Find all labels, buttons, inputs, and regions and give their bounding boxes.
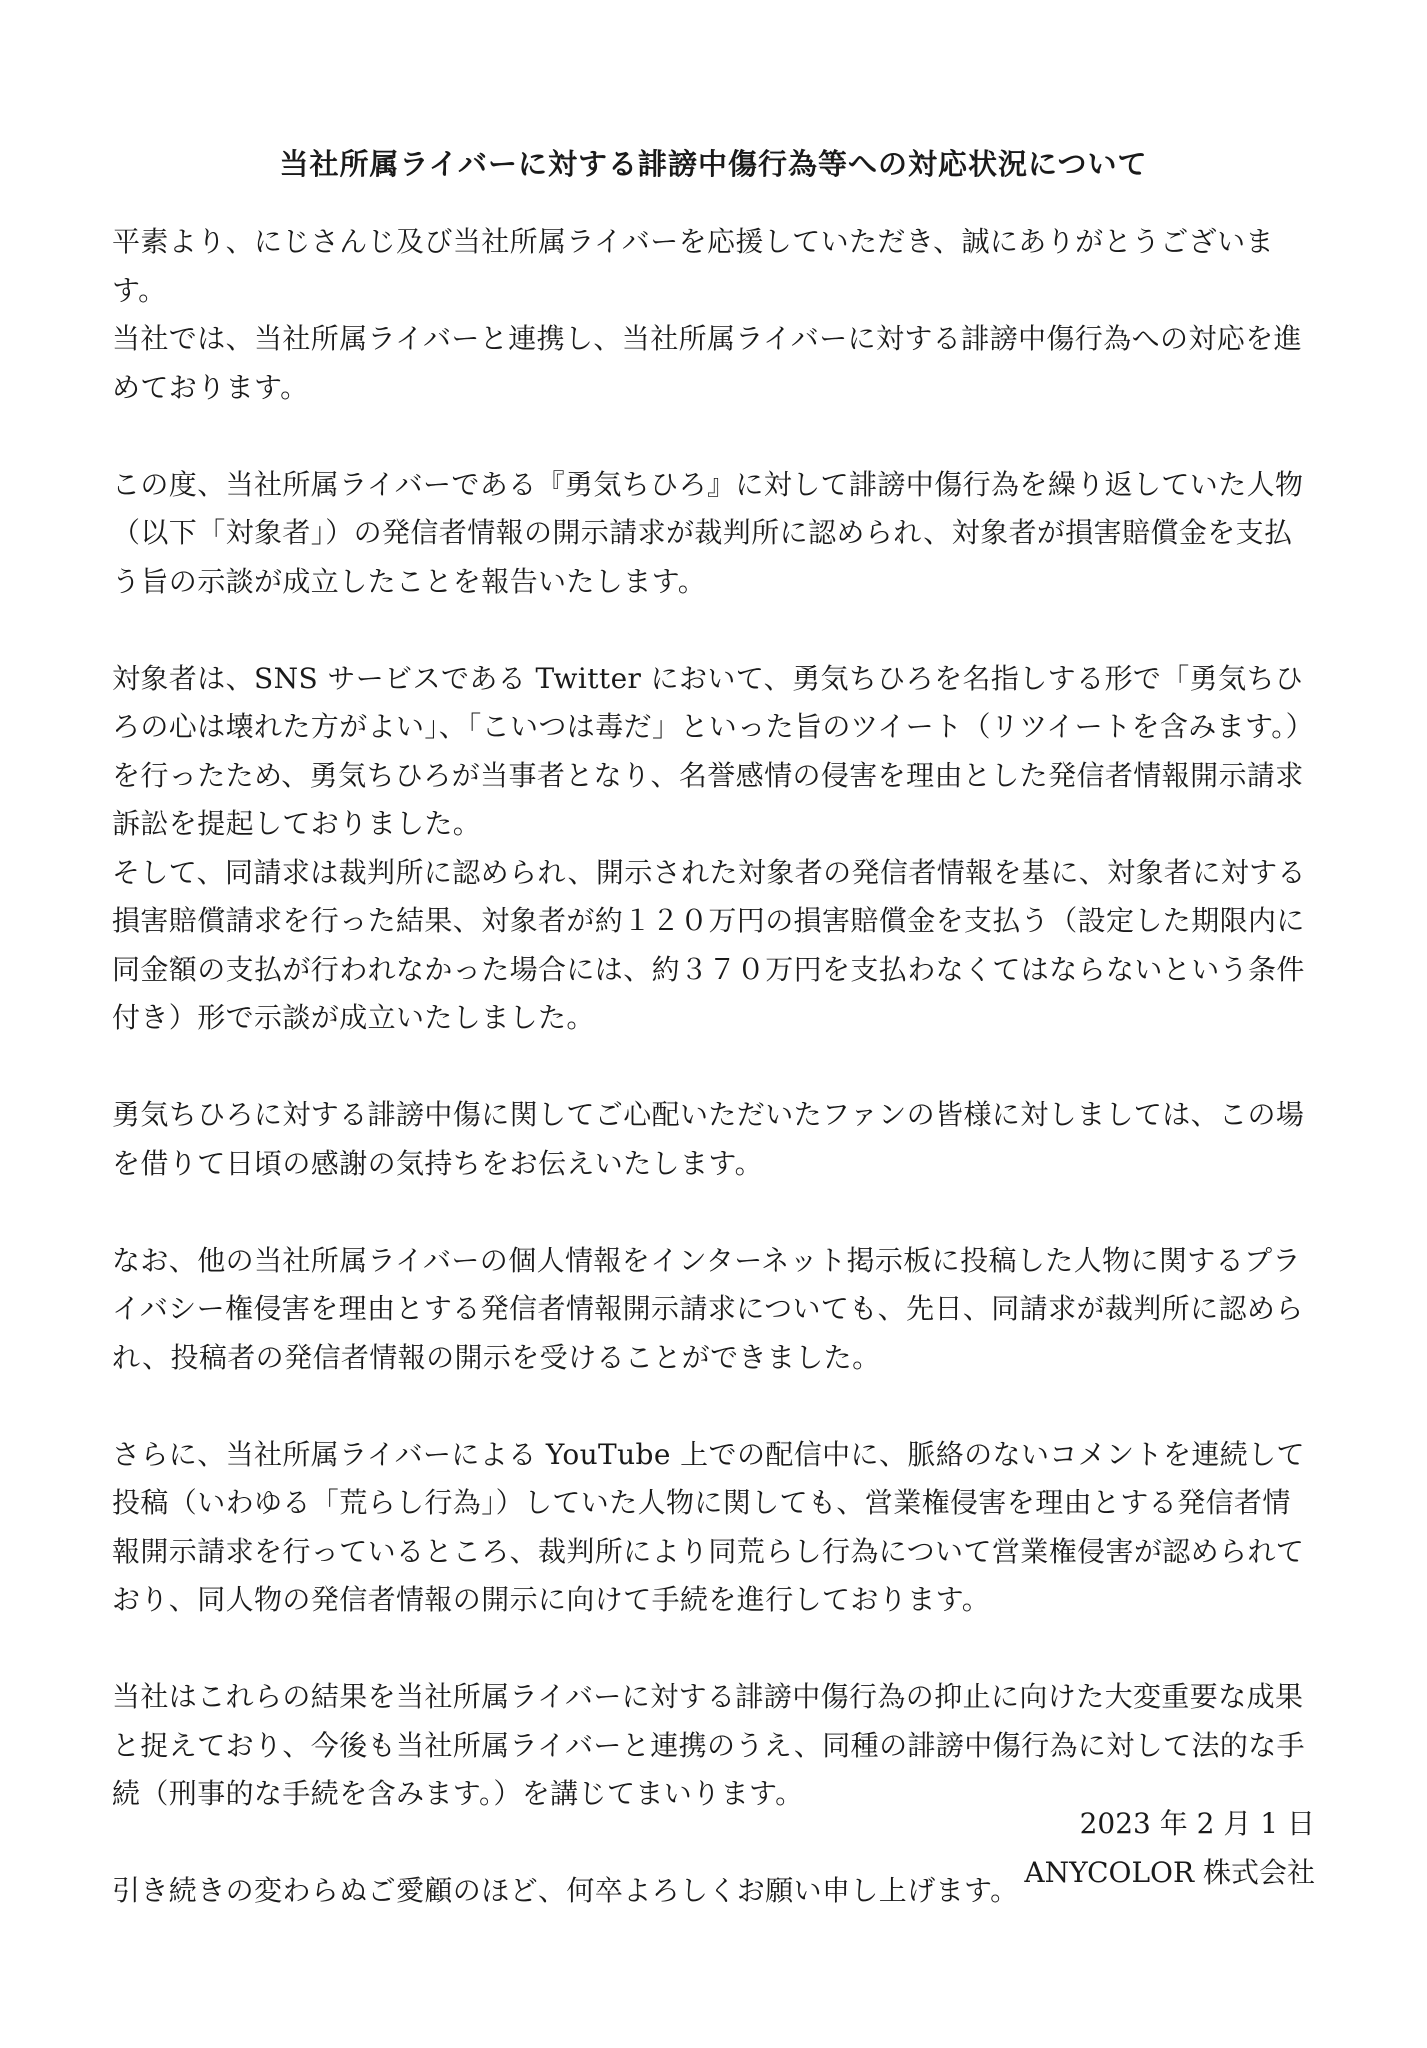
signature-block [1024,1800,1315,1897]
paragraph-announcement: この度、当社所属ライバーである『勇気ちひろ』に対して誹謗中傷行為を繰り返していた人物（以下「対象者」）の発信者情報の開示請求が裁判所に認められ、対象者が損害賠償金を支払う旨の示談が成立したことを報告いたします。 [112,467,1304,598]
paragraph-trolling: さらに、当社所属ライバーによる YouTube 上での配信中に、脈絡のないコメントを連続して投稿（いわゆる「荒らし行為」）していた人物に関しても、営業権侵害を理由とする発信者情報開示請求を行っているところ、裁判所により同荒らし行為について営業権侵害が認められており、同人物の発信者情報の開示に向けて手続を進行しております。 [112,1437,1305,1616]
paragraph-privacy: なお、他の当社所属ライバーの個人情報をインターネット掲示板に投稿した人物に関するプライバシー権侵害を理由とする発信者情報開示請求についても、先日、同請求が裁判所に認められ、投稿者の発信者情報の開示を受けることができました。 [112,1243,1304,1374]
paragraph-closing: 引き続きの変わらぬご愛顧のほど、何卒よろしくお願い申し上げます。 [112,1874,1019,1907]
paragraph-intro: 当社では、当社所属ライバーと連携し、当社所属ライバーに対する誹謗中傷行為への対応を進めております。 [112,322,1303,404]
document-body [112,218,1314,1964]
company-name: ANYCOLOR 株式会社 [1024,1855,1315,1889]
paragraph-commitment: 当社はこれらの結果を当社所属ライバーに対する誹謗中傷行為の抑止に向けた大変重要な成果と捉えており、今後も当社所属ライバーと連携のうえ、同種の誹謗中傷行為に対して法的な手続（刑事的な手続を含みます。）を講じてまいります。 [112,1680,1306,1810]
paragraph-greeting: 平素より、にじさんじ及び当社所属ライバーを応援していただき、誠にありがとうございます。 [112,225,1274,307]
document-date: 2023 年 2 月 1 日 [1079,1807,1315,1840]
paragraph-thanks: 勇気ちひろに対する誹謗中傷に関してご心配いただいたファンの皆様に対しましては、この場を借りて日頃の感謝の気持ちをお伝えいたします。 [112,1098,1305,1180]
document-title: 当社所属ライバーに対する誹謗中傷行為等への対応状況について [279,147,1148,181]
paragraph-details: 対象者は、SNS サービスである Twitter において、勇気ちひろを名指しする形で「勇気ちひろの心は壊れた方がよい」、「こいつは毒だ」といった旨のツイート（リツイートを含みます。）を行ったため、勇気ちひろが当事者となり、名誉感情の侵害を理由とした発信者情報開示請求訴訟を提起しておりました。 [112,661,1315,840]
paragraph-settlement: そして、同請求は裁判所に認められ、開示された対象者の発信者情報を基に、対象者に対する損害賠償請求を行った結果、対象者が約１２０万円の損害賠償金を支払う（設定した期限内に同金額の支払が行われなかった場合には、約３７０万円を支払わなくてはならないという条件付き）形で示談が成立いたしました。 [112,855,1306,1034]
